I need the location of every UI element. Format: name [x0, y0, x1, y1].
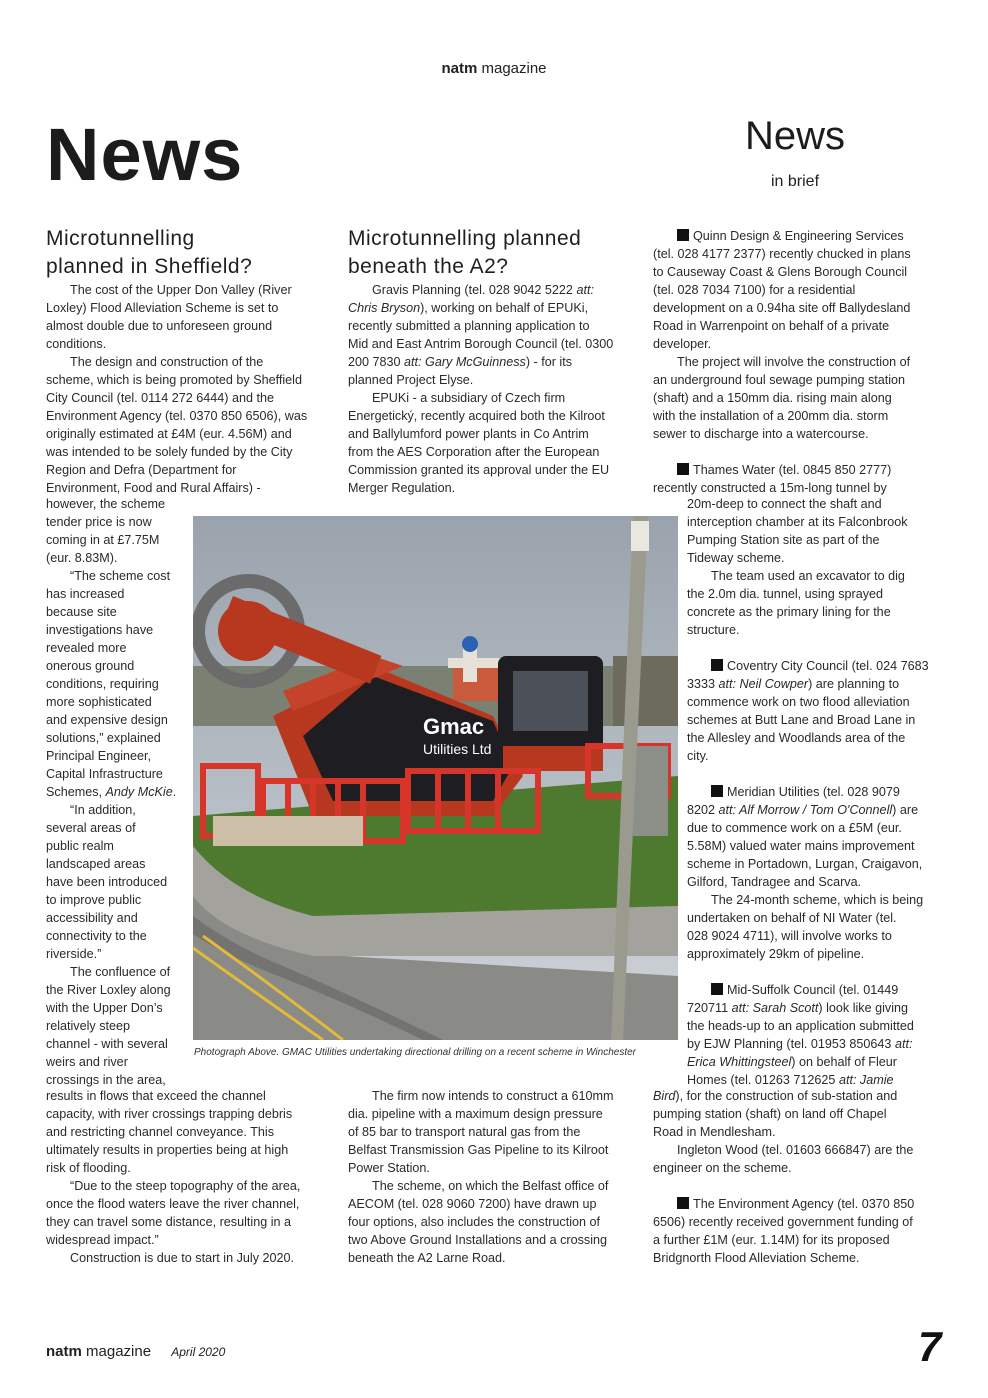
brief-subtitle: in brief — [770, 173, 820, 190]
bullet-square-icon — [711, 983, 723, 995]
brief-item-quinn: Quinn Design & Engineering Services (tel. 028 4177 2377) recently chucked in plans to Causeway Coast & Glens Borough Council (tel. 028 7034 7100) for a residential development on a 0.94ha site off Ballydesland Road in Warrenpoint on behalf of a private developer. The project will involve the construction of an underground foul sewage pumping station (shaft) and a 150mm dia. rising main along with the installation of a 200mm dia. storm sewer to discharge into a watercourse. — [653, 229, 911, 441]
paragraph: The cost of the Upper Don Valley (River Loxley) Flood Alleviation Scheme is set to almost double due to unforeseen ground conditions. — [46, 283, 292, 351]
article-a2 — [348, 225, 640, 497]
brief-item-suffolk: Mid-Suffolk Council (tel. 01449 720711 att: Sarah Scott) look like giving the heads-up to an application submitted by EJW Planning (tel. 01953 850643 att: Erica Whittingsteel) on behalf of Fleur Homes (tel. 01263 712625 att: Jamie — [687, 983, 914, 1087]
footer-date: April 2020 — [171, 1345, 226, 1359]
bullet-square-icon — [677, 1197, 689, 1209]
masthead — [0, 60, 988, 77]
brief-item-meridian: Meridian Utilities (tel. 028 9079 8202 att: Alf Morrow / Tom O'Connell) are due to commence work on a £5M (eur. 5.58M) valued water mains improvement scheme in Portadown, Lurgan, Craigavon, Gilford, Tandragee and Scarva. The 24-month scheme, which is being undertaken on behalf of NI Water (tel. 028 9024 4711), will involve works to approximately 29km of pipeline. — [687, 785, 924, 961]
article-sheffield-bottom: results in flows that exceed the channel capacity, with river crossings trapping debris and restricting channel conveyance. This ultimately results in properties being at high risk of flooding. “Due to the steep topography of the area, once the flood waters leave the river channel, they can travel some distance, resulting in a widespread impact.” Construction is due to start in July 2020. — [46, 1089, 301, 1265]
brief-item-environment-agency: The Environment Agency (tel. 0370 850 6506) recently received government funding of a further £1M (eur. 1.14M) for its proposed Bridgnorth Flood Alleviation Scheme. — [653, 1197, 915, 1265]
bullet-square-icon — [677, 229, 689, 241]
footer — [46, 1343, 225, 1360]
brief-column-top — [653, 227, 943, 497]
article-a2-bottom: The firm now intends to construct a 610mm dia. pipeline with a maximum design pressure of 85 bar to transport natural gas from the Belfast Transmission Gas Pipeline to its Kilroot Power Station. The scheme, on which the Belfast office of AECOM (tel. 028 9060 7200) have drawn up four options, also includes the construction of two Above Ground Installations and a crossing beneath the A2 Larne Road. — [348, 1089, 614, 1265]
paragraph: EPUKi - a subsidiary of Czech firm Energetický, recently acquired both the Kilroot and Ballylumford power plants in Co Antrim from the AES Corporation after the European Commission granted its approval under the EU Merger Regulation. — [348, 391, 610, 495]
paragraph: The design and construction of the scheme, which is being promoted by Sheffield City Council (tel. 0114 272 6444) and the Environment Agency (tel. 0370 850 6506), was originally estimated at £4M (eur. 4.56M) and was intended to be solely funded by the City Region and Defra (Department for Environment, Food and Rural Affairs) - — [46, 355, 308, 495]
photo-caption: Photograph Above. GMAC Utilities undertaking directional drilling on a recent scheme in Winchester — [194, 1047, 636, 1058]
footer-brand: natm — [46, 1343, 82, 1360]
page-number: 7 — [918, 1323, 942, 1370]
machine-logo: Gmac — [423, 714, 485, 739]
masthead-word: magazine — [481, 60, 547, 77]
bullet-square-icon — [711, 785, 723, 797]
bullet-square-icon — [711, 659, 723, 671]
footer-word: magazine — [86, 1343, 152, 1360]
article-heading: Microtunnelling planned beneath the A2? — [348, 227, 582, 278]
machine-logo-line2: Utilities Ltd — [423, 741, 492, 757]
brief-item-coventry: Coventry City Council (tel. 024 7683 3333 att: Neil Cowper) are planning to commence work on two flood alleviation schemes at Butt Lane and Broad Lane in the Allesley and Woodlands area of the city. — [687, 659, 929, 763]
article-heading: Microtunnelling planned in Sheffield? — [46, 227, 253, 278]
paragraph: Gravis Planning (tel. 028 9042 5222 att: Chris Bryson), working on behalf of EPUKi, recently submitted a planning application to Mid and East Antrim Borough Council (tel. 0300 200 7830 att: Gary McGuinness) - for its planned Project Elyse. — [348, 283, 614, 387]
brief-column-narrow — [687, 495, 943, 1089]
brief-column-bottom — [653, 1087, 943, 1267]
photo-drilling-rig — [193, 516, 678, 1040]
brief-title: News — [744, 114, 846, 158]
brief-item-thames: Thames Water (tel. 0845 850 2777) recently constructed a 15m-long tunnel by — [653, 463, 892, 495]
article-sheffield-narrow: however, the scheme tender price is now coming in at £7.75M (eur. 8.83M). “The scheme cost has increased because site investigations have revealed more onerous ground conditions, requiring more sophisticated and expensive design solutions,” explained Principal Engineer, Capital Infrastructure Schemes, Andy McKie. “In addition, several areas of public realm landscaped areas have been introduced to improve public accessibility and connectivity to the riverside.” The confluence of the River Loxley along with the Upper Don’s relatively steep channel - with several weirs and river crossings in the area, — [46, 497, 177, 1087]
brief-item-thames-cont: 20m-deep to connect the shaft and interception chamber at its Falconbrook Pumping Station site as part of the Tideway scheme. The team used an excavator to dig the 2.0m dia. tunnel, using sprayed concrete as the primary lining for the structure. — [687, 497, 908, 637]
article-sheffield — [46, 225, 336, 497]
bullet-square-icon — [677, 463, 689, 475]
page-title: News — [46, 113, 244, 196]
masthead-brand: natm — [441, 60, 478, 77]
brief-item-suffolk-cont: Bird), for the construction of sub-station and pumping station (shaft) on land off Chapel Road in Mendlesham. Ingleton Wood (tel. 01603 666847) are the engineer on the scheme. — [653, 1089, 914, 1175]
